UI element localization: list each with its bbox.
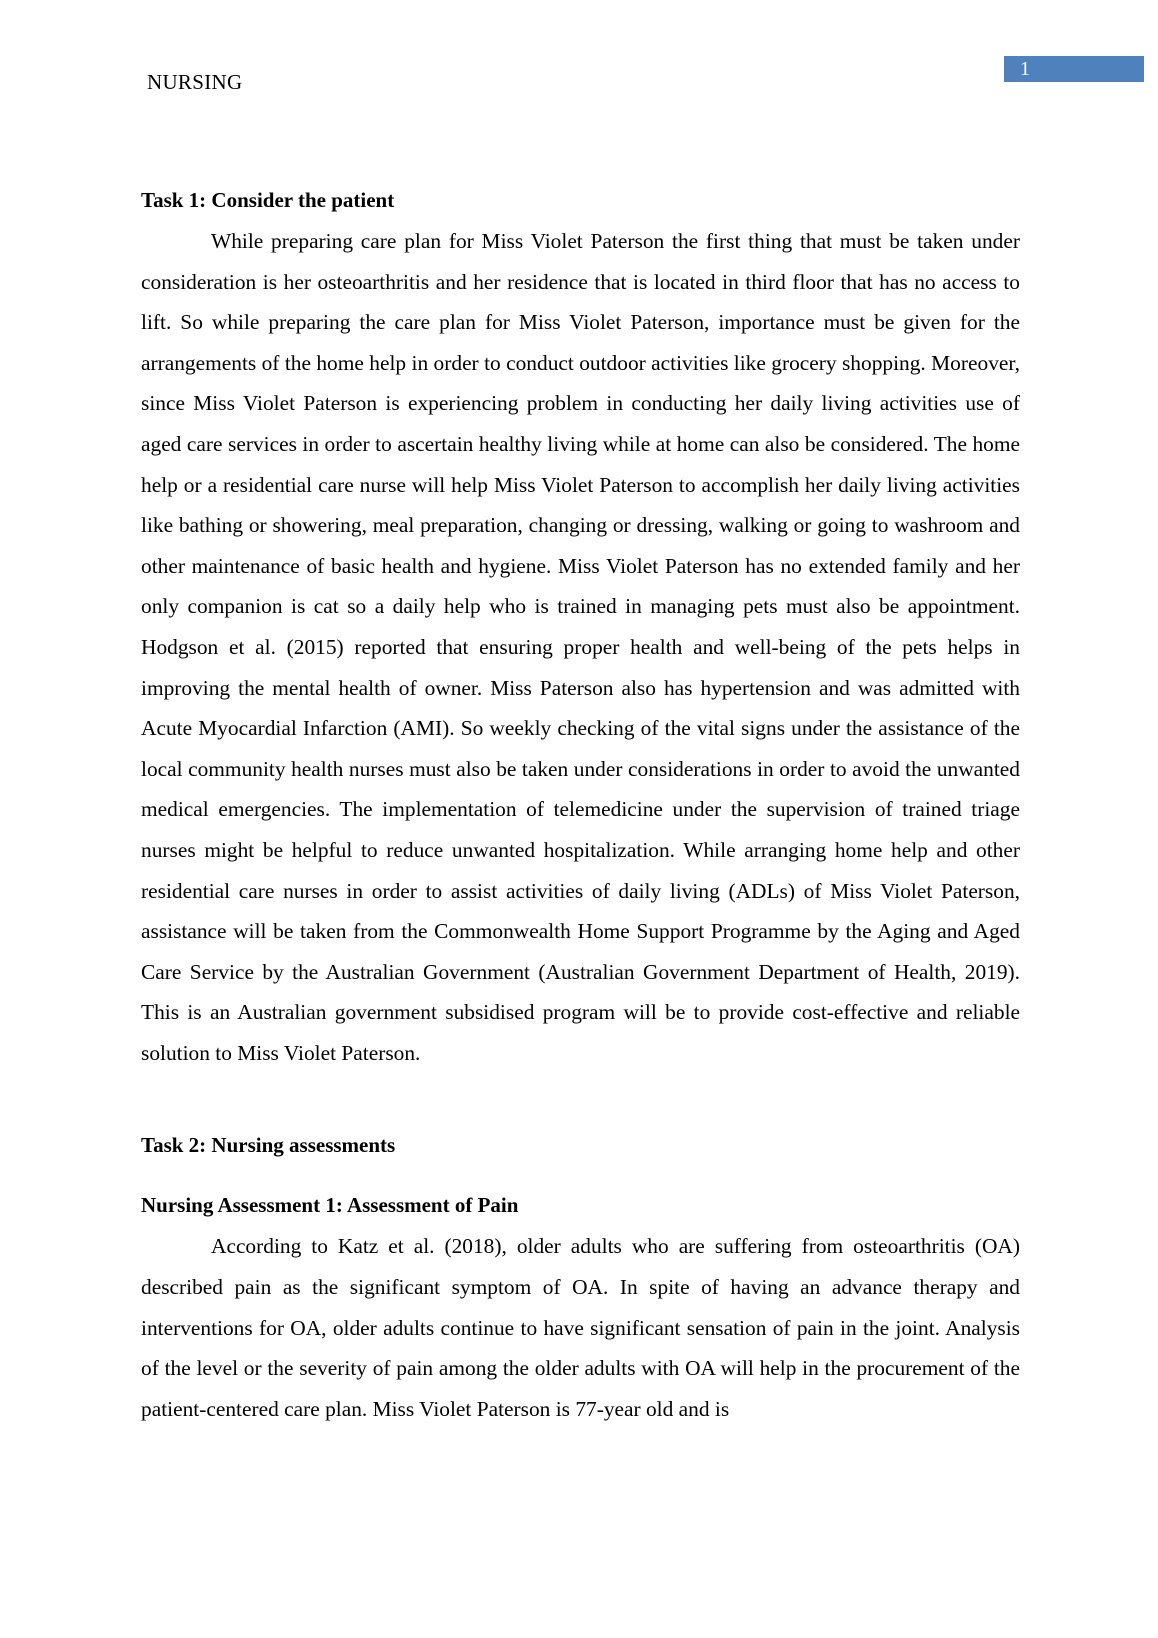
task1-paragraph: While preparing care plan for Miss Violet Paterson the first thing that must be taken under consideration is her osteoarthritis and her residence that is located in third floor that has no access to lift. So while preparing the care plan for Miss Violet Paterson, importance must be given for the arrangements of the home help in order to conduct outdoor activities like grocery shopping. Moreover, since Miss Violet Paterson is experiencing problem in conducting her daily living activities use of aged care services in order to ascertain healthy living while at home can also be considered. The home help or a residential care nurse will help Miss Violet Paterson to accomplish her daily living activities like bathing or showering, meal preparation, changing or dressing, walking or going to washroom and other maintenance of basic health and hygiene. Miss Violet Paterson has no extended family and her only companion is cat so a daily help who is trained in managing pets must also be appointment. Hodgson et al. (2015) reported that ensuring proper health and well-being of the pets helps in improving the mental health of owner. Miss Paterson also has hypertension and was admitted with Acute Myocardial Infarction (AMI). So weekly checking of the vital signs under the assistance of the local community health nurses must also be taken under considerations in order to avoid the unwanted medical emergencies. The implementation of telemedicine under the supervision of trained triage nurses might be helpful to reduce unwanted hospitalization. While arranging home help and other residential care nurses in order to assist activities of daily living (ADLs) of Miss Violet Paterson, assistance will be taken from the Commonwealth Home Support Programme by the Aging and Aged Care Service by the Australian Government (Australian Government Department of Health, 2019). This is an Australian government subsidised program will be to provide cost-effective and reliable solution to Miss Violet Paterson. [141, 229, 1020, 1065]
running-header-title: NURSING [147, 70, 243, 94]
task1-heading: Task 1: Consider the patient [141, 188, 395, 212]
assessment1-paragraph: According to Katz et al. (2018), older adults who are suffering from osteoarthritis (OA) described pain as the significant symptom of OA. In spite of having an advance therapy and interventions for OA, older adults continue to have significant sensation of pain in the joint. Analysis of the level or the severity of pain among the older adults with OA will help in the procurement of the patient-centered care plan. Miss Violet Paterson is 77-year old and is [141, 1234, 1020, 1421]
assessment1-heading: Nursing Assessment 1: Assessment of Pain [141, 1193, 519, 1218]
task2-heading: Task 2: Nursing assessments [141, 1133, 396, 1158]
page-number-badge: 1 [1004, 56, 1144, 82]
document-body [141, 185, 1020, 1429]
